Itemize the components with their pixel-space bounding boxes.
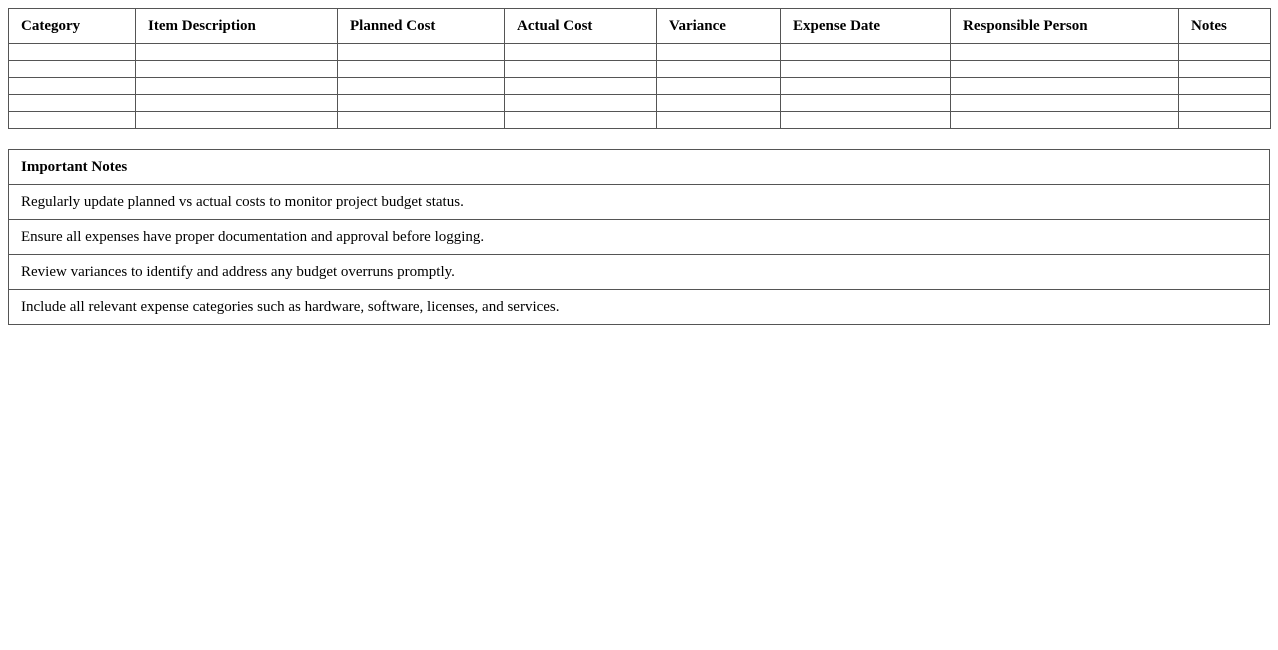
column-header-expense-date: Expense Date (781, 9, 951, 44)
table-cell (781, 44, 951, 61)
table-cell (951, 78, 1179, 95)
note-item: Ensure all expenses have proper documentation and approval before logging. (9, 220, 1270, 255)
table-cell (505, 44, 657, 61)
table-cell (505, 95, 657, 112)
table-cell (338, 61, 505, 78)
note-row (9, 255, 1270, 290)
note-item: Include all relevant expense categories such as hardware, software, licenses, and services. (9, 290, 1270, 325)
column-header-planned-cost: Planned Cost (338, 9, 505, 44)
table-row (9, 78, 1271, 95)
table-cell (9, 95, 136, 112)
column-header-actual-cost: Actual Cost (505, 9, 657, 44)
table-cell (781, 112, 951, 129)
table-cell (1179, 78, 1271, 95)
table-cell (657, 44, 781, 61)
table-cell (136, 95, 338, 112)
table-cell (1179, 61, 1271, 78)
column-header-notes: Notes (1179, 9, 1271, 44)
table-cell (136, 78, 338, 95)
table-cell (9, 44, 136, 61)
table-cell (338, 78, 505, 95)
important-notes-table (8, 149, 1270, 325)
notes-header-row (9, 150, 1270, 185)
table-cell (781, 61, 951, 78)
table-cell (1179, 112, 1271, 129)
table-cell (657, 95, 781, 112)
table-cell (781, 78, 951, 95)
table-cell (657, 78, 781, 95)
table-cell (951, 61, 1179, 78)
table-cell (338, 44, 505, 61)
table-cell (136, 61, 338, 78)
table-cell (657, 112, 781, 129)
important-notes-title: Important Notes (9, 150, 1270, 185)
note-row (9, 220, 1270, 255)
note-row (9, 185, 1270, 220)
column-header-category: Category (9, 9, 136, 44)
table-cell (338, 112, 505, 129)
note-row (9, 290, 1270, 325)
table-cell (505, 78, 657, 95)
table-header-row (9, 9, 1271, 44)
table-cell (781, 95, 951, 112)
table-row (9, 44, 1271, 61)
table-cell (505, 61, 657, 78)
table-cell (136, 44, 338, 61)
table-cell (9, 61, 136, 78)
table-row (9, 61, 1271, 78)
note-item: Regularly update planned vs actual costs to monitor project budget status. (9, 185, 1270, 220)
table-cell (951, 112, 1179, 129)
table-row (9, 95, 1271, 112)
table-cell (951, 95, 1179, 112)
table-row (9, 112, 1271, 129)
table-cell (338, 95, 505, 112)
table-cell (1179, 95, 1271, 112)
table-cell (1179, 44, 1271, 61)
table-cell (951, 44, 1179, 61)
budget-table (8, 8, 1271, 129)
table-cell (505, 112, 657, 129)
table-cell (9, 112, 136, 129)
table-cell (9, 78, 136, 95)
column-header-variance: Variance (657, 9, 781, 44)
table-cell (136, 112, 338, 129)
column-header-responsible-person: Responsible Person (951, 9, 1179, 44)
note-item: Review variances to identify and address any budget overruns promptly. (9, 255, 1270, 290)
column-header-item-description: Item Description (136, 9, 338, 44)
table-cell (657, 61, 781, 78)
